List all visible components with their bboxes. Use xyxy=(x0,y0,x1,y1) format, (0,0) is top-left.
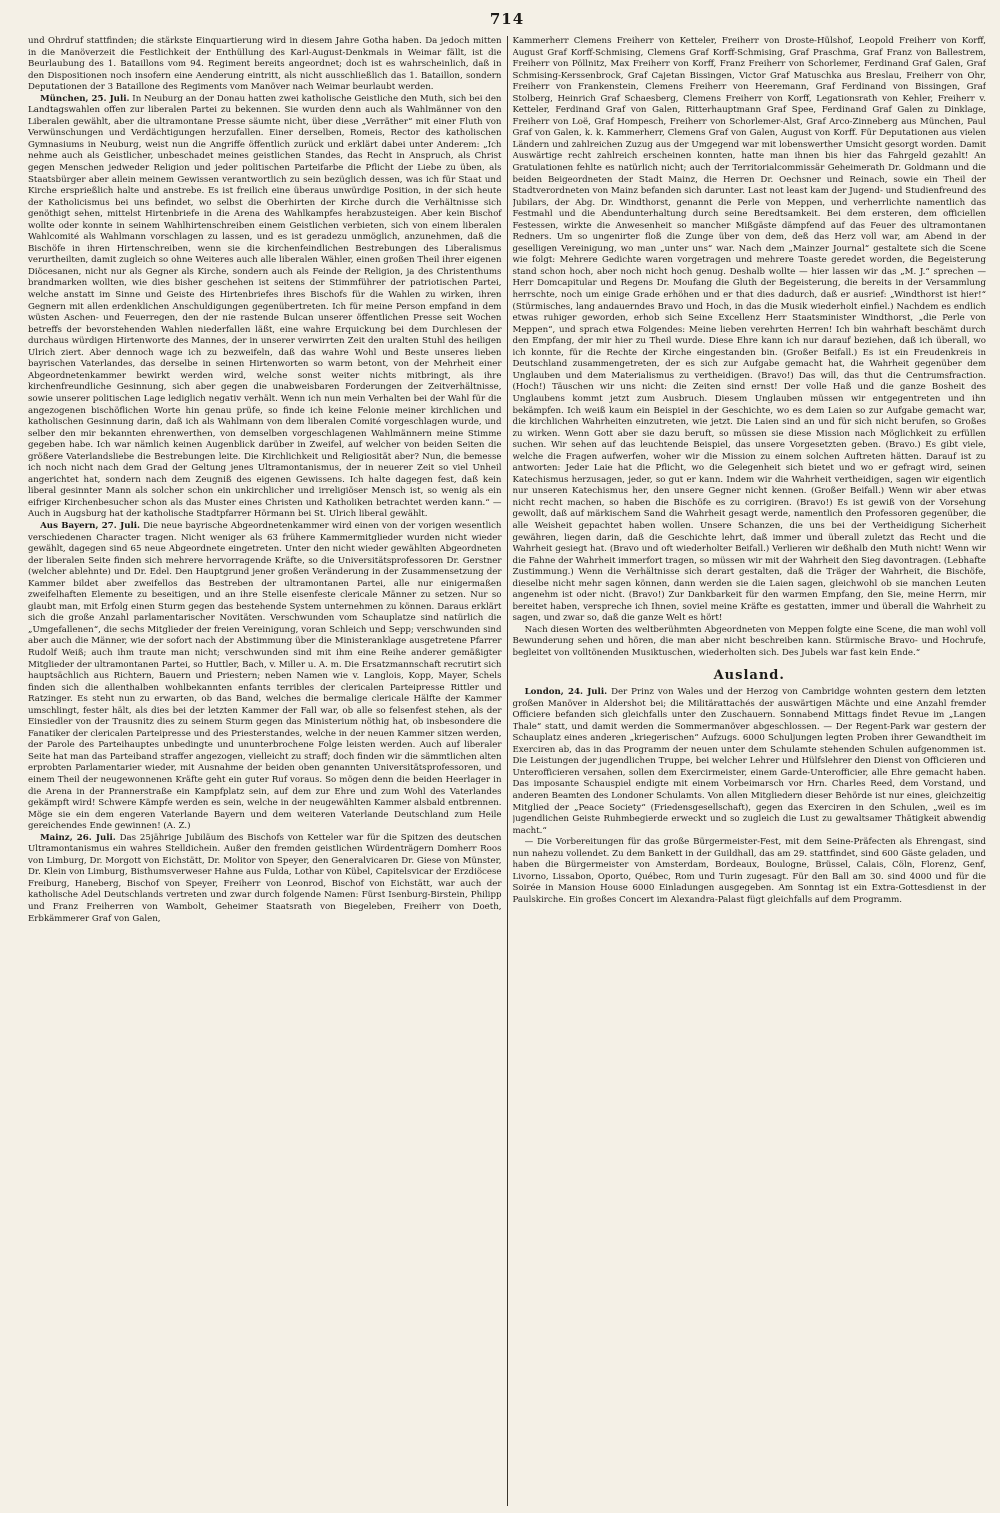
paragraph-text: und Ohrdruf stattfinden; die stärkste Einquartierung wird in diesem Jahre Gotha haben. Da jedoch mitten in die Manöverzeit die Festlichkeit der Enthüllung des Karl-August-Denkmals in Weimar fällt, ist die Beurlaubung des 1. Bataillons vom 94. Regiment bereits angeordnet; doch ist es wahrscheinlich, daß in den Dispositionen noch insofern eine Aenderung eintritt, als nicht ausschließlich das 1. Bataillon, sondern Deputationen der 3 Bataillone des Regiments vom Manöver nach Weimar beurlaubt werden. xyxy=(28,36,502,93)
dateline: München, 25. Juli. xyxy=(40,93,130,104)
page-number: 714 xyxy=(489,10,525,28)
article-paragraph xyxy=(513,837,987,906)
article-paragraph xyxy=(513,687,987,837)
paragraph-text: Der Prinz von Wales und der Herzog von Cambridge wohnten gestern dem letzten großen Manöver in Aldershot bei; die Militärattachés der auswärtigen Mächte und eine Anzahl fremder Officiere befanden sich gleichfalls unter den Zuschauern. Sonnabend Mittags findet Revue im „Langen Thale“ statt, und damit werden die Sommermanöver abgeschlossen. — Der Regent-Park war gestern der Schauplatz eines anderen „kriegerischen“ Aufzugs. 6000 Schuljungen legten Proben ihrer Gewandtheit im Exerciren ab, das in das Programm der neuen unter dem Schulamte stehenden Schulen aufgenommen ist. Die Leistungen der jugendlichen Truppe, bei welcher Lehrer und Hülfslehrer den Dienst von Officieren und Unterofficieren versahen, sollen dem Exercirmeister, einem Garde-Unterofficier, alle Ehre gemacht haben. Das imposante Schauspiel endigte mit einem Vorbeimarsch vor Hrn. Charles Reed, dem Vorstand, und anderen Beamten des Londoner Schulamts. Von allen Mitgliedern dieser Behörde ist nur eines, gleichzeitig Mitglied der „Peace Society“ (Friedensgesellschaft), gegen das Exerciren in den Schulen, „weil es im jugendlichen Geiste Ruhmbegierde erweckt und so zugleich die Lust zu gewaltsamer Thätigkeit abwendig macht.“ xyxy=(512,687,986,836)
paragraph-text: In Neuburg an der Donau hatten zwei katholische Geistliche den Muth, sich bei den Landtagswahlen offen zur liberalen Partei zu bekennen. Sie wurden denn auch als Wahlmänner von den Liberalen gewählt, aber die ultramontane Presse säumte nicht, über diese „Verräther“ mit einer Fluth von Verwünschungen und Verdächtigungen herzufallen. Einer derselben, Romeis, Rector des katholischen Gymnasiums in Neuburg, weist nun die Angriffe öffentlich zurück und erklärt dabei unter Anderem: „Ich nehme auch als Geistlicher, unbeschadet meines geistlichen Standes, das Recht in Anspruch, als Christ gegen Menschen jedweder Religion und jeder politischen Parteifarbe die Pflicht der Liebe zu üben, als Staatsbürger aber allein meinem Gewissen verantwortlich zu sein bezüglich dessen, was ich für Staat und Kirche ersprießlich halte und anstrebe. Es ist freilich eine überaus unwürdige Position, in der sich heute der Katholicismus bei uns befindet, wo selbst die Oberhirten der Kirche durch die Verhältnisse sich genöthigt sehen, mittelst Hirtenbriefe in die Arena des Wahlkampfes herabzusteigen. Aber kein Bischof wollte oder konnte in seinem Wahlhirtenschreiben einem Geistlichen verbieten, sich von einem liberalen Wahlcomité als Wahlmann vorschlagen zu lassen, und es ist geradezu unmöglich, anzunehmen, daß die Bischöfe in ihren Hirtenschreiben, wenn sie die kirchenfeindlichen Bestrebungen des Liberalismus verurtheilten, damit zugleich so ohne Weiteres auch alle liberalen Wähler, einen großen Theil ihrer eigenen Diöcesanen, nicht nur als Gegner als Kirche, sondern auch als Feinde der Religion, ja des Christenthums brandmarken wollten, wie dies bisher geschehen ist seitens der Stimmführer der patriotischen Partei, welche anstatt im Sinne und Geiste des Hirtenbriefes ihres Bischofs für die Wahlen zu wirken, ihren Gegnern mit allen erdenklichen Anschuldigungen gegenübertreten. Ich für meine Person empfand in dem wüsten Aschen- und Feuerregen, den der nie rastende Bulcan unserer öffentlichen Presse seit Wochen betreffs der bevorstehenden Wahlen niederfallen läßt, eine wahre Erquickung bei dem Durchlesen der durchaus würdigen Hirtenworte des Mannes, der in unserer verwirrten Zeit den uralten Stuhl des heiligen Ulrich ziert. Aber dennoch wage ich zu bezweifeln, daß das wahre Wohl und Beste unseres lieben bayrischen Vaterlandes, das derselbe in seinen Hirtenworten so warm betont, von der Mehrheit einer Abgeordnetenkammer bewirkt werden wird, welche sonst weiter nichts mitbringt, als ihre kirchenfreundliche Gesinnung, sich aber gegen die unabweisbaren Forderungen der Zeitverhältnisse, sowie unserer politischen Lage lediglich negativ verhält. Wenn ich nun mein Verhalten bei der Wahl für die angezogenen bischöflichen Worte hin genau prüfe, so finde ich keine Felonie meiner kirchlichen und katholischen Gesinnung darin, daß ich als Wahlmann von dem liberalen Comité vorgeschlagen wurde, und selber den mir bekannten ehrenwerthen, von demselben vorgeschlagenen Wahlmännern meine Stimme gegeben habe. Ich war nämlich keinen Augenblick darüber in Zweifel, auf welcher von beiden Seiten die größere Vaterlandsliebe die Bestrebungen leite. Die Kirchlichkeit und Religiosität aber? Nun, die bemesse ich noch nicht nach dem Grad der Geltung jenes Ultramontanismus, der in neuerer Zeit so viel Unheil angerichtet hat, sondern nach dem Zeugniß des eigenen Gewissens. Ich halte dagegen fest, daß kein liberal gesinnter Mann als solcher schon ein unkirchlicher und irreligiöser Mensch ist, so wenig als ein eifriger Kirchenbesucher schon als das Muster eines Christen und Katholiken betrachtet werden kann.“ — Auch in Augsburg hat der katholische Stadtpfarrer Hörmann bei St. Ulrich liberal gewählt. xyxy=(28,93,502,520)
left-column xyxy=(28,36,502,1506)
paragraph-text: Nach diesen Worten des weltberühmten Abgeordneten von Meppen folgte eine Scene, die man wohl voll Bewunderung sehen und hören, die man aber nicht beschreiben kann. Stürmische Bravo- und Hochrufe, begleitet von volltönenden Musiktuschen, wiederholten sich. Des Jubels war fast kein Ende.“ xyxy=(512,624,986,658)
right-column xyxy=(513,36,987,1506)
article-paragraph xyxy=(28,36,502,94)
article-paragraph xyxy=(28,521,502,833)
article-paragraph xyxy=(28,94,502,521)
paragraph-text: Kammerherr Clemens Freiherr von Ketteler, Freiherr von Droste-Hülshof, Leopold Freiherr von Korff, August Graf Korff-Schmising, Clemens Graf Korff-Schmising, Graf Praschma, Graf Franz von Ballestrem, Freiherr von Pöllnitz, Max Freiherr von Korff, Franz Freiherr von Schorlemer, Ferdinand Graf Galen, Graf Schmising-Kerssenbrock, Graf Cajetan Bissingen, Victor Graf Matuschka aus Breslau, Freiherr von Ohr, Freiherr von Frankenstein, Clemens Freiherr von Heeremann, Graf Ferdinand von Bissingen, Graf Stolberg, Heinrich Graf Schaesberg, Clemens Freiherr von Korff, Legationsrath von Kehler, Freiherr v. Ketteler, Ferdinand Graf von Galen, Ritterhauptmann Graf Spee, Ferdinand Graf Galen zu Dinklage, Freiherr von Loë, Graf Hompesch, Freiherr von Schorlemer-Alst, Graf Arco-Zinneberg aus München, Paul Graf von Galen, k. k. Kammerherr, Clemens Graf von Galen, August von Korff. Für Deputationen aus vielen Ländern und zahlreichen Zuzug aus der Umgegend war mit lobenswerther Umsicht gesorgt worden. Damit Auswärtige recht zahlreich erscheinen konnten, hatte man ihnen bis hier das Fahrgeld gezahlt! An Gratulationen fehlte es natürlich nicht; auch der Territorialcommissär Geheimerath Dr. Goldmann und die beiden Beigeordneten der Stadt Mainz, die Herren Dr. Oechsner und Reinach, sowie ein Theil der Stadtverordneten von Mainz befanden sich darunter. Last not least kam der Jugend- und Studienfreund des Jubilars, der Abg. Dr. Windthorst, genannt die Perle von Meppen, und verherrlichte namentlich das Festmahl und die Abendunterhaltung durch seine Beredtsamkeit. Bei dem ersteren, dem officiellen Festessen, wirkte die Anwesenheit so mancher Mißgäste dämpfend auf das Feuer des ultramontanen Redners. Um so ungenirter floß die Zunge über von dem, deß das Herz voll war, am Abend in der geselligen Vereinigung, wo man „unter uns“ war. Nach dem „Mainzer Journal“ gestaltete sich die Scene wie folgt: Mehrere Gedichte waren vorgetragen und mehrere Toaste geredet worden, die Begeisterung stand schon hoch, aber noch nicht hoch genug. Deshalb wollte — hier lassen wir das „M. J.“ sprechen — Herr Domcapitular und Regens Dr. Moufang die Gluth der Begeisterung, die bereits in der Versammlung herrschte, noch um einige Grade erhöhen und er that dies dadurch, daß er ausrief: „Windthorst ist hier!“ (Stürmisches, lang andauerndes Bravo und Hoch, in das die Musik wiederholt einfiel.) Nachdem es endlich etwas ruhiger geworden, erhob sich Seine Excellenz Herr Staatsminister Windthorst, „die Perle von Meppen“, und sprach etwa Folgendes: Meine lieben verehrten Herren! Ich bin wahrhaft beschämt durch den Empfang, der mir hier zu Theil wurde. Diese Ehre kann ich nur darauf beziehen, daß ich überall, wo ich konnte, für die Rechte der Kirche eingestanden bin. (Großer Beifall.) Es ist ein Freudenkreis in Deutschland zusammengetreten, der es sich zur Aufgabe gemacht hat, die Wahrheit gegenüber dem Unglauben und dem Materialismus zu vertheidigen. (Bravo!) Das will, das thut die Centrumsfraction. (Hoch!) Täuschen wir uns nicht: die Zeiten sind ernst! Der volle Haß und die ganze Bosheit des Unglaubens kommt jetzt zum Ausbruch. Diesem Unglauben müssen wir entgegentreten und ihn bekämpfen. Ich weiß kaum ein Beispiel in der Geschichte, wo es dem Laien so zur Aufgabe gemacht war, die kirchlichen Wahrheiten einzutreten, wie jetzt. Die Laien sind an und für sich nicht berufen, so Großes zu wirken. Wenn Gott aber sie dazu beruft, so müssen sie diese Mission nach Möglichkeit zu erfüllen suchen. Wir sehen auf das leuchtende Beispiel, das unsere Vorgesetzten geben. (Bravo.) Es gibt viele, welche die Fragen aufwerfen, woher wir die Mission zu einem solchen Auftreten hätten. Darauf ist zu antworten: Jeder Laie hat die Pflicht, wo die Gelegenheit sich bietet und wo er gefragt wird, seinen Katechismus herzusagen, jeder, so gut er kann. Indem wir die Wahrheit vertheidigen, sagen wir eigentlich nur unseren Katechismus her, den unsere Gegner nicht kennen. (Großer Beifall.) Wenn wir aber etwas nicht recht machen, so haben die Bischöfe es zu corrigiren. (Bravo!) Es ist gewiß von der Vorsehung gewollt, daß auf märkischem Sand die Wahrheit gesagt werde, namentlich den Professoren gegenüber, die alle Weisheit gepachtet haben wollen. Unsere Schanzen, die uns bei der Vertheidigung Sicherheit gewähren, liegen darin, daß die Geschichte lehrt, daß immer und überall zuletzt das Recht und die Wahrheit gesiegt hat. (Bravo und oft wiederholter Beifall.) Verlieren wir deßhalb den Muth nicht! Wenn wir die Fahne der Wahrheit immerfort tragen, so müssen wir mit der Wahrheit den Sieg davontragen. (Lebhafte Zustimmung.) Wenn die Verhältnisse sich derart gestalten, daß die Träger der Wahrheit, die Bischöfe, dieselbe nicht mehr sagen können, dann werden sie die Laien sagen, gleichwohl ob sie manchen Leuten angenehm ist oder nicht. (Bravo!) Zur Dankbarkeit für den warmen Empfang, den Sie, meine Herrn, mir bereitet haben, verspreche ich Ihnen, soviel meine Kräfte es gestatten, immer und überall die Wahrheit zu sagen, und zwar so, daß die ganze Welt es hört! xyxy=(512,36,986,624)
paragraph-text: Die neue bayrische Abgeordnetenkammer wird einen von der vorigen wesentlich verschiedenen Character tragen. Nicht weniger als 63 frühere Kammermitglieder wurden nicht wieder gewählt, dagegen sind 65 neue Abgeordnete eingetreten. Unter den nicht wieder gewählten Abgeordneten der liberalen Seite finden sich mehrere hervorragende Kräfte, so die Universitätsprofessoren Dr. Gerstner (welcher ablehnte) und Dr. Edel. Den Hauptgrund jener großen Veränderung in der Zusammensetzung der Kammer bildet aber zweifellos das Bestreben der ultramontanen Partei, alle nur einigermaßen zweifelhaften Elemente zu beseitigen, und an ihre Stelle eisenfeste clericale Männer zu setzen. Nur so glaubt man, mit Erfolg einen Sturm gegen das bestehende System unternehmen zu können. Daraus erklärt sich die große Anzahl parlamentarischer Novitäten. Verschwunden vom Schauplatze sind natürlich die „Umgefallenen“, die sechs Mitglieder der freien Vereinigung, voran Schleich und Sepp; verschwunden sind aber auch die Männer, wie der sofort nach der Abstimmung über die Ministeranklage ausgetretene Pfarrer Rudolf Weiß; auch ihm traute man nicht; verschwunden sind mit ihm eine Reihe anderer gemäßigter Mitglieder der ultramontanen Partei, so Huttler, Bach, v. Miller u. A. m. Die Ersatzmannschaft recrutirt sich hauptsächlich aus Richtern, Bauern und Priestern; neben Namen wie v. Langlois, Kopp, Mayer, Schels finden sich die allenthalben wohlbekannten enfants terribles der clericalen Parteipresse Rittler und Ratzinger. Es steht nun zu erwarten, ob das Band, welches die bermalige clericale Hälfte der Kammer umschlingt, fester hält, als dies bei der letzten Kammer der Fall war, ob alle so felsenfest stehen, als der Einsiedler von der Trausnitz dies zu seinem Sturm gegen das Ministerium nöthig hat, ob insbesondere die Fanatiker der clericalen Parteipresse und des Priesterstandes, welche in der neuen Kammer sitzen werden, der Parole des Parteihauptes unbedingte und ununterbrochene Folge leisten werden. Auch auf liberaler Seite hat man das Parteiband straffer angezogen, vielleicht zu straff; doch finden wir die sämmtlichen alten erprobten Parlamentarier wieder, mit Ausnahme der beiden oben genannten Universitätsprofessoren, und einem Theil der neugewonnenen Kräfte geht ein guter Ruf voraus. So mögen denn die beiden Heerlager in die Arena in der Prannerstraße ein Kampfplatz sein, auf dem zur Ehre und zum Wohl des Vaterlandes gekämpft wird! Schwere Kämpfe werden es sein, welche in der neugewählten Kammer alsbald entbrennen. Möge sie ein dem engeren Vaterlande Bayern und dem weiteren Vaterlande Deutschland zum Heile gereichendes Ende gewinnen! (A. Z.) xyxy=(28,520,502,832)
article-paragraph xyxy=(513,625,987,660)
article-paragraph xyxy=(513,36,987,625)
dateline: London, 24. Juli. xyxy=(524,687,608,698)
article-paragraph xyxy=(28,833,502,925)
paragraph-text: Das 25jährige Jubiläum des Bischofs von Ketteler war für die Spitzen des deutschen Ultramontanismus ein wahres Stelldichein. Außer den fremden geistlichen Würdenträgern Domherr Roos von Limburg, Dr. Morgott von Eichstätt, Dr. Molitor von Speyer, den Generalvicaren Dr. Giese von Münster, Dr. Klein von Limburg, Bisthumsverweser Hahne aus Fulda, Lothar von Kübel, Capitelsvicar der Erzdiöcese Freiburg, Haneberg, Bischof von Speyer, Freiherr von Leonrod, Bischof von Eichstätt, war auch der katholische Adel Deutschlands vertreten und zwar durch folgende Namen: Fürst Isenburg-Birstein, Philipp und Franz Freiherren von Wambolt, Geheimer Staatsrath von Biegeleben, Freiherr von Doeth, Erbkämmerer Graf von Galen, xyxy=(28,832,502,924)
columns xyxy=(28,36,986,1506)
column-rule xyxy=(507,36,508,1506)
section-heading: Ausland. xyxy=(713,667,785,683)
paragraph-text: — Die Vorbereitungen für das große Bürgermeister-Fest, mit dem Seine-Präfecten als Ehrengast, sind nun nahezu vollendet. Zu dem Bankett in der Guildhall, das am 29. stattfindet, sind 600 Gäste geladen, und haben die Bürgermeister von Amsterdam, Bordeaux, Boulogne, Brüssel, Calais, Cöln, Florenz, Genf, Livorno, Lissabon, Oporto, Québec, Rom und Turin zugesagt. Für den Ball am 30. sind 4000 und für die Soirée in Mansion House 6000 Einladungen ausgegeben. Am Sonntag ist ein Extra-Gottesdienst in der Paulskirche. Ein großes Concert im Alexandra-Palast fügt gleichfalls auf dem Programm. xyxy=(512,837,986,905)
dateline: Aus Bayern, 27. Juli. xyxy=(40,520,141,531)
dateline: Mainz, 26. Juli. xyxy=(40,832,116,843)
